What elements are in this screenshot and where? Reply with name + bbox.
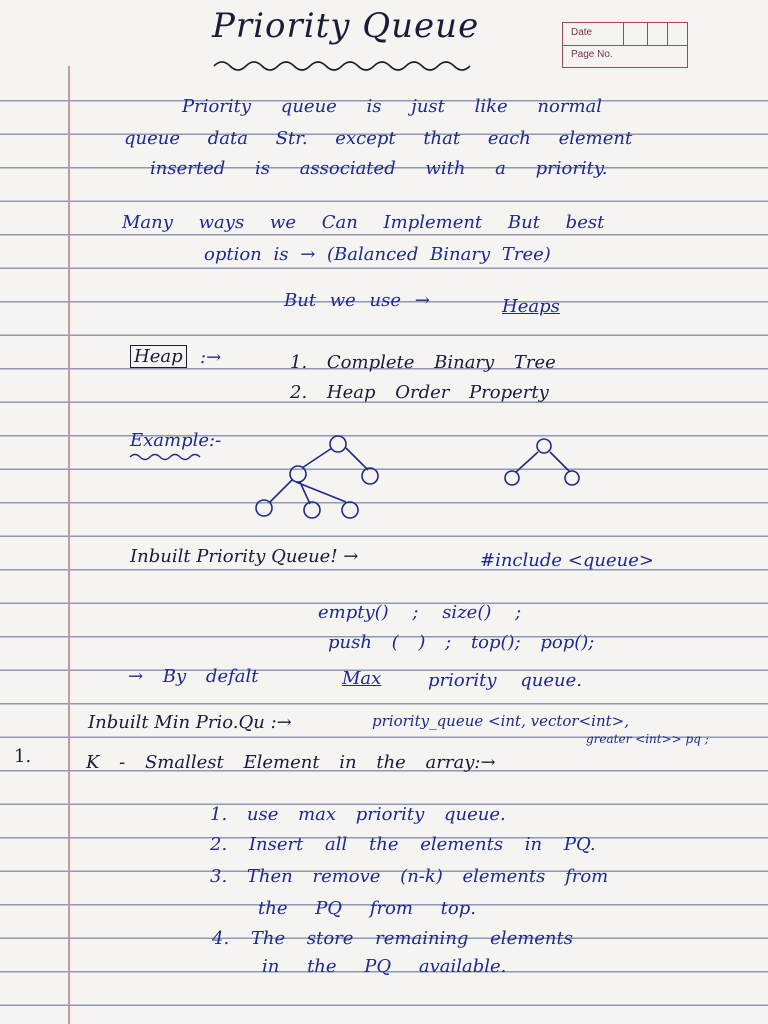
title-underline-squiggle bbox=[212, 58, 482, 72]
date-page-box bbox=[562, 22, 688, 68]
inbuilt-pq-heading: Inbuilt Priority Queue! → bbox=[130, 546, 359, 567]
intro-line-1: Priority queue is just like normal bbox=[182, 96, 602, 117]
step-4-line-1: 4. The store remaining elements bbox=[212, 928, 573, 949]
default-max: Max bbox=[342, 668, 382, 689]
date-label: Date bbox=[571, 27, 593, 38]
step-3-line-1: 3. Then remove (n-k) elements from bbox=[210, 866, 609, 887]
heap-label-box: Heap bbox=[130, 345, 187, 368]
question-number: 1. bbox=[14, 746, 32, 767]
page-no-label: Page No. bbox=[571, 49, 613, 60]
functions-line-1: empty() ; size() ; bbox=[318, 602, 522, 623]
min-declaration-2: greater <int>> pq ; bbox=[586, 732, 709, 746]
heap-arrow: :→ bbox=[200, 347, 222, 368]
inbuilt-min-heading: Inbuilt Min Prio.Qu :→ bbox=[88, 712, 292, 733]
min-declaration-1: priority_queue <int, vector<int>, bbox=[372, 712, 629, 730]
heaps-word: Heaps bbox=[502, 296, 560, 317]
example-underline bbox=[128, 452, 208, 462]
heap-property-2: 2. Heap Order Property bbox=[290, 382, 549, 403]
include-line: #include <queue> bbox=[480, 550, 654, 571]
many-ways-line-1: Many ways we Can Implement But best bbox=[122, 212, 605, 233]
default-line-suffix: priority queue. bbox=[428, 670, 582, 691]
step-4-line-2: in the PQ available. bbox=[262, 956, 507, 977]
example-tree-small bbox=[500, 436, 590, 492]
question-text: K - Smallest Element in the array:→ bbox=[86, 752, 496, 773]
step-1: 1. use max priority queue. bbox=[210, 804, 506, 825]
step-3-line-2: the PQ from top. bbox=[258, 898, 476, 919]
functions-line-2: push ( ) ; top(); pop(); bbox=[328, 632, 595, 653]
example-label: Example:- bbox=[130, 430, 222, 451]
but-we-use: But we use → bbox=[284, 290, 430, 311]
page-title: Priority Queue bbox=[212, 6, 480, 46]
default-line-prefix: → By defalt bbox=[128, 666, 259, 687]
step-2: 2. Insert all the elements in PQ. bbox=[210, 834, 596, 855]
intro-line-3: inserted is associated with a priority. bbox=[150, 158, 608, 179]
many-ways-line-2: option is → (Balanced Binary Tree) bbox=[204, 244, 551, 265]
intro-line-2: queue data Str. except that each element bbox=[124, 128, 633, 149]
margin-line bbox=[68, 66, 70, 1024]
heap-property-1: 1. Complete Binary Tree bbox=[290, 352, 556, 373]
example-tree-large bbox=[250, 430, 390, 526]
